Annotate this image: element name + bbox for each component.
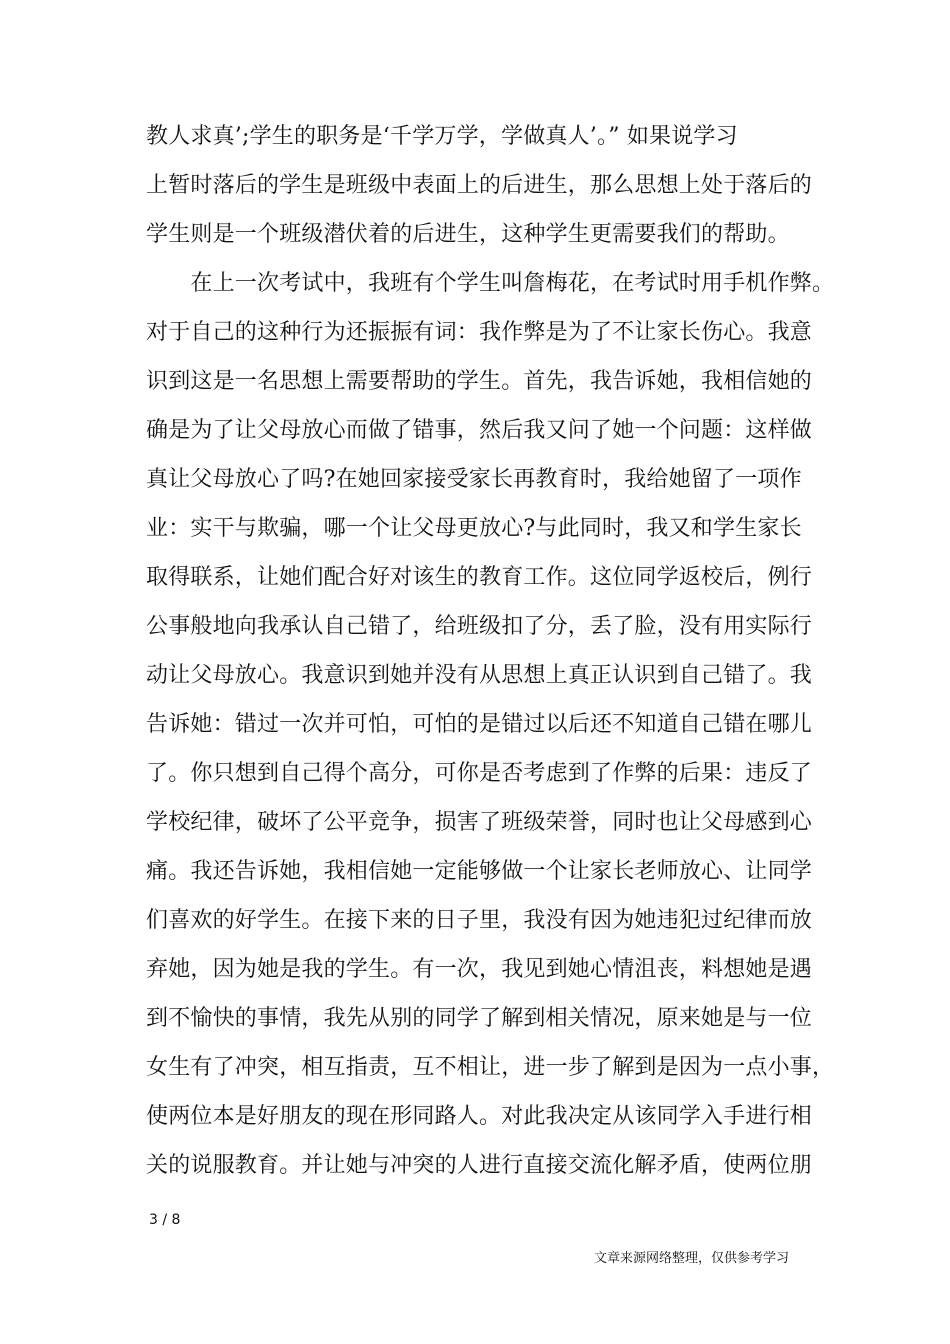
text-line: 到不愉快的事情，我先从别的同学了解到相关情况，原来她是与一位 <box>146 1006 813 1031</box>
text-line: 确是为了让父母放心而做了错事，然后我又问了她一个问题：这样做 <box>146 418 813 443</box>
text-line: 公事般地向我承认自己错了，给班级扣了分，丢了脸，没有用实际行 <box>146 614 813 639</box>
text-line: 痛。我还告诉她，我相信她一定能够做一个让家长老师放心、让同学 <box>146 859 813 884</box>
text-line: 关的说服教育。并让她与冲突的人进行直接交流化解矛盾，使两位朋 <box>146 1153 813 1178</box>
text-line: 弃她，因为她是我的学生。有一次，我见到她心情沮丧，料想她是遇 <box>146 957 813 982</box>
text-line: 了。你只想到自己得个高分，可你是否考虑到了作弊的后果：违反了 <box>146 761 813 786</box>
text-line: 告诉她：错过一次并可怕，可怕的是错过以后还不知道自己错在哪儿 <box>146 712 813 737</box>
text-line: 业：实干与欺骗，哪一个让父母更放心?与此同时，我又和学生家长 <box>146 516 802 541</box>
text-line: 上暂时落后的学生是班级中表面上的后进生，那么思想上处于落后的 <box>146 173 813 198</box>
page-number: 3 / 8 <box>149 1212 181 1228</box>
text-line: 识到这是一名思想上需要帮助的学生。首先，我告诉她，我相信她的 <box>146 369 813 394</box>
text-line: 真让父母放心了吗?在她回家接受家长再教育时，我给她留了一项作 <box>146 467 802 492</box>
text-line: 动让父母放心。我意识到她并没有从思想上真正认识到自己错了。我 <box>146 663 813 688</box>
text-line: 学生则是一个班级潜伏着的后进生，这种学生更需要我们的帮助。 <box>146 222 790 247</box>
text-line: 教人求真’;学生的职务是‘千学万学，学做真人’。” 如果说学习 <box>146 124 738 149</box>
text-line: 对于自己的这种行为还振振有词：我作弊是为了不让家长伤心。我意 <box>146 320 813 345</box>
text-line: 取得联系，让她们配合好对该生的教育工作。这位同学返校后，例行 <box>146 565 813 590</box>
text-line: 们喜欢的好学生。在接下来的日子里，我没有因为她违犯过纪律而放 <box>146 908 813 933</box>
text-line: 在上一次考试中，我班有个学生叫詹梅花，在考试时用手机作弊。 <box>146 271 835 296</box>
text-line: 女生有了冲突，相互指责，互不相让，进一步了解到是因为一点小事， <box>146 1055 835 1080</box>
footer-note: 文章来源网络整理，仅供参考学习 <box>594 1251 790 1266</box>
text-line: 使两位本是好朋友的现在形同路人。对此我决定从该同学入手进行相 <box>146 1104 813 1129</box>
text-line: 学校纪律，破坏了公平竞争，损害了班级荣誉，同时也让父母感到心 <box>146 810 813 835</box>
